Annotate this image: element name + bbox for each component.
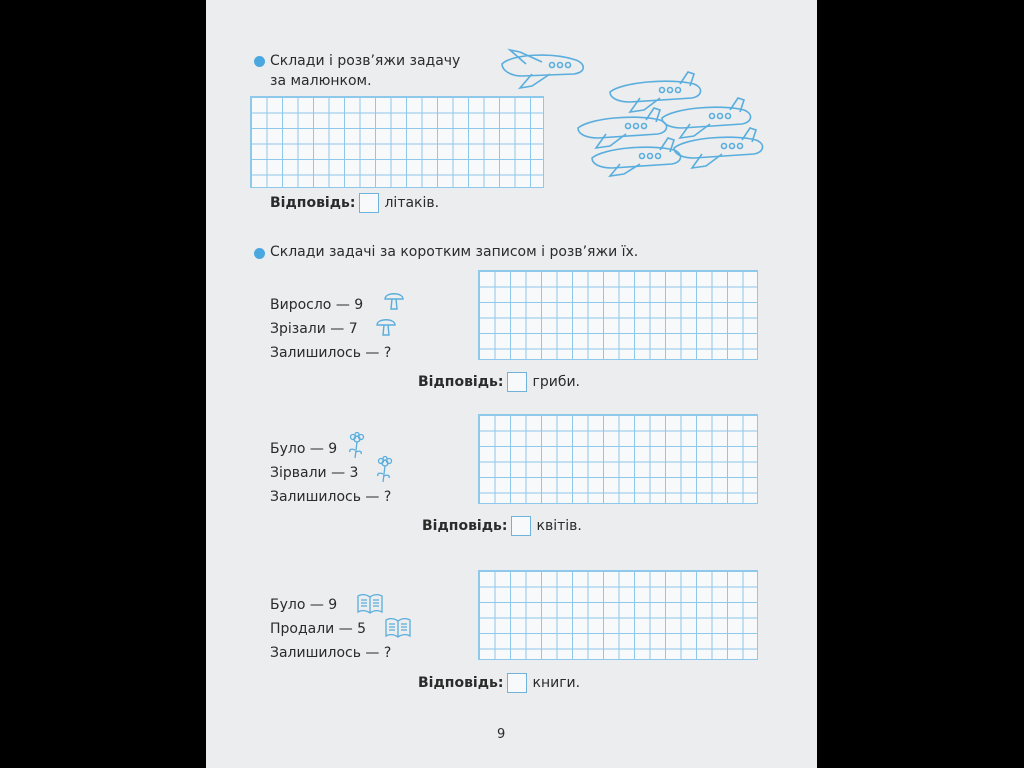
airplane-icon — [662, 98, 751, 138]
airplane-icon — [502, 50, 583, 88]
problem3-line2: Продали — 5 — [270, 621, 367, 637]
mushroom-icon — [382, 288, 406, 312]
answer-label: Відповідь: — [422, 518, 508, 534]
answer-unit: літаків. — [384, 195, 440, 211]
problem3-line1: Було — 9 — [270, 597, 338, 613]
problem3-line3: Залишилось — ? — [270, 645, 392, 661]
answer-unit: гриби. — [532, 374, 581, 390]
airplanes-illustration — [498, 44, 768, 180]
task2-bullet — [254, 248, 265, 259]
answer-label: Відповідь: — [270, 195, 356, 211]
answer-unit: книги. — [532, 675, 581, 691]
book-icon — [384, 617, 412, 639]
answer-unit: квітів. — [536, 518, 582, 534]
task2-text: Склади задачі за коротким записом і розв’яжи їх. — [270, 244, 639, 260]
problem1-line2: Зрізали — 7 — [270, 321, 358, 337]
problem1-answer — [418, 371, 580, 393]
task1-bullet — [254, 56, 265, 67]
answer-box[interactable] — [359, 193, 379, 213]
answer-label: Відповідь: — [418, 675, 504, 691]
answer-box[interactable] — [507, 673, 527, 693]
page-number: 9 — [497, 727, 506, 742]
flower-icon — [346, 432, 366, 460]
airplane-icon — [592, 138, 681, 176]
book-icon — [356, 593, 384, 615]
airplane-icon — [674, 128, 763, 168]
flower-icon — [374, 456, 394, 484]
answer-label: Відповідь: — [418, 374, 504, 390]
problem2-line2: Зірвали — 3 — [270, 465, 359, 481]
problem1-line1: Виросло — 9 — [270, 297, 364, 313]
airplane-icon — [610, 72, 701, 112]
task1-text-line2: за малюнком. — [270, 73, 372, 89]
problem3-answer — [418, 672, 580, 694]
task1-answer — [270, 192, 439, 214]
task1-text-line1: Склади і розв’яжи задачу — [270, 53, 461, 69]
problem2-line3: Залишилось — ? — [270, 489, 392, 505]
problem1-grid[interactable] — [478, 270, 758, 360]
problem2-line1: Було — 9 — [270, 441, 338, 457]
problem2-grid[interactable] — [478, 414, 758, 504]
answer-box[interactable] — [511, 516, 531, 536]
problem1-line3: Залишилось — ? — [270, 345, 392, 361]
problem3-grid[interactable] — [478, 570, 758, 660]
mushroom-icon — [374, 314, 398, 338]
workbook-page — [206, 0, 817, 768]
problem2-answer — [422, 515, 582, 537]
answer-box[interactable] — [507, 372, 527, 392]
airplane-icon — [578, 108, 667, 148]
